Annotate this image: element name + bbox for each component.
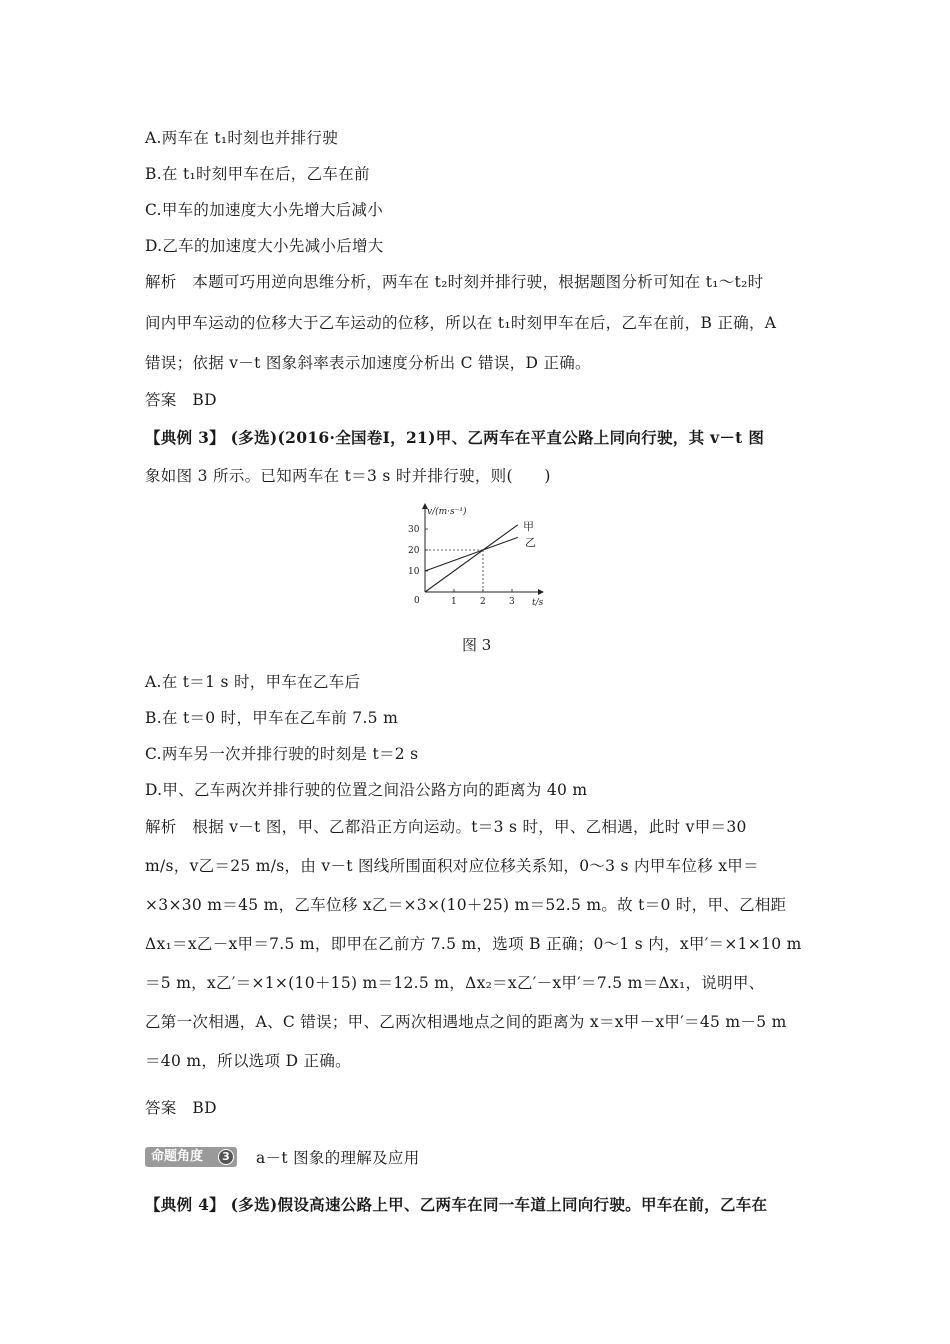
analysis-line: Δx₁＝x乙－x甲＝7.5 m，即甲在乙前方 7.5 m，选项 B 正确；0～1 s 内，x甲′＝×1×10 m [145, 935, 802, 953]
series-jia-label: 甲 [523, 520, 534, 533]
example-heading: 【典例 4】 (多选)假设高速公路上甲、乙两车在同一车道上同向行驶。甲车在前，乙车在 [145, 1195, 768, 1214]
analysis-line: m/s，v乙＝25 m/s，由 v－t 图线所围面积对应位移关系知，0～3 s 内甲车位移 x甲＝ [145, 857, 759, 875]
answer: 答案 BD [145, 1099, 217, 1117]
series-jia-line [425, 525, 518, 592]
option-d: D.甲、乙车两次并排行驶的位置之间沿公路方向的距离为 40 m [145, 781, 588, 799]
origin-label: 0 [414, 596, 420, 606]
analysis-line: 间内甲车运动的位移大于乙车运动的位移，所以在 t₁时刻甲车在后，乙车在前，B 正确，A [145, 314, 777, 332]
x-axis-label: t/s [532, 598, 544, 608]
y-tick-label: 10 [408, 567, 420, 577]
example-text: 象如图 3 所示。已知两车在 t＝3 s 时并排行驶，则( ) [145, 467, 551, 485]
section-badge-number: 3 [218, 1149, 234, 1165]
option-b: B.在 t₁时刻甲车在后，乙车在前 [145, 165, 370, 183]
analysis-line: ＝5 m，x乙′＝×1×(10＋15) m＝12.5 m，Δx₂＝x乙′－x甲′＝7.5 m＝Δx₁，说明甲、 [145, 974, 765, 992]
option-b: B.在 t＝0 时，甲车在乙车前 7.5 m [145, 709, 399, 727]
section-title: a－t 图象的理解及应用 [256, 1149, 420, 1167]
analysis-line: 乙第一次相遇，A、C 错误；甲、乙两次相遇地点之间的距离为 x＝x甲－x甲′＝45 m－5 m [145, 1013, 787, 1031]
option-d: D.乙车的加速度大小先减小后增大 [145, 237, 384, 255]
answer: 答案 BD [145, 391, 217, 409]
section-badge-label: 命题角度 [151, 1149, 204, 1164]
analysis-line: 解析 本题可巧用逆向思维分析，两车在 t₂时刻并排行驶，根据题图分析可知在 t₁～t₂时 [145, 273, 764, 291]
series-yi-label: 乙 [525, 536, 536, 549]
y-axis-label: v/(m·s⁻¹) [427, 507, 467, 517]
example-heading: 【典例 3】 (多选)(2016·全国卷Ⅰ，21)甲、乙两车在平直公路上同向行驶，其 v－t 图 [145, 428, 765, 447]
analysis-line: 错误；依据 v－t 图象斜率表示加速度分析出 C 错误，D 正确。 [145, 354, 591, 372]
x-tick-label: 1 [451, 597, 457, 607]
figure-caption: 图 3 [462, 636, 492, 654]
analysis-line: ＝40 m，所以选项 D 正确。 [145, 1052, 351, 1070]
option-a: A.两车在 t₁时刻也并排行驶 [145, 129, 338, 147]
option-a: A.在 t＝1 s 时，甲车在乙车后 [145, 673, 361, 691]
y-tick-label: 20 [408, 546, 420, 556]
vt-graph [405, 500, 565, 615]
x-tick-label: 3 [509, 597, 515, 607]
option-c: C.甲车的加速度大小先增大后减小 [145, 201, 384, 219]
analysis-line: ×3×30 m＝45 m，乙车位移 x乙＝×3×(10＋25) m＝52.5 m。故 t＝0 时，甲、乙相距 [145, 896, 787, 914]
x-tick-label: 2 [480, 597, 486, 607]
section-badge [145, 1147, 237, 1167]
series-yi-line [425, 537, 518, 571]
y-tick-label: 30 [408, 525, 420, 535]
analysis-line: 解析 根据 v－t 图，甲、乙都沿正方向运动。t＝3 s 时，甲、乙相遇，此时 v甲＝30 [145, 818, 747, 836]
option-c: C.两车另一次并排行驶的时刻是 t＝2 s [145, 745, 419, 763]
